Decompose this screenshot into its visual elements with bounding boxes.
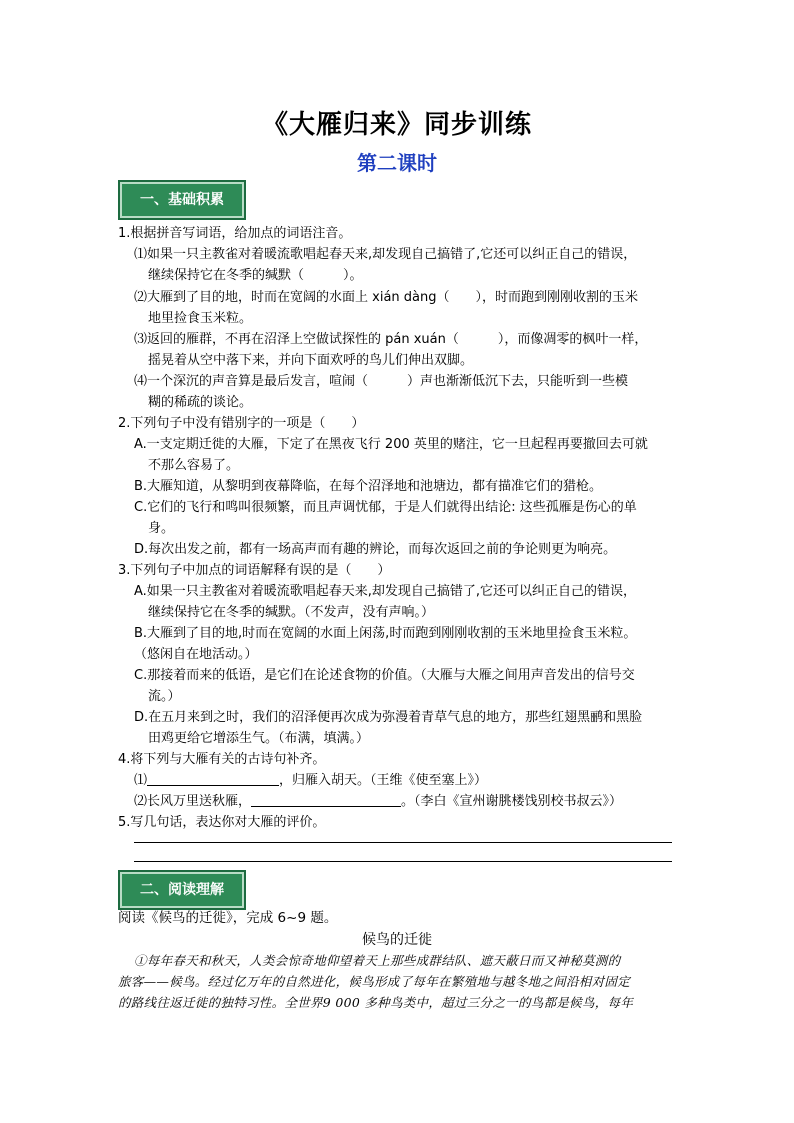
q4-line2-suffix: 。（李白《宣州谢朓楼饯别校书叔云》）	[401, 794, 623, 809]
q4-line1-suffix: ，归雁入胡天。（王维《使至塞上》）	[279, 773, 488, 788]
q3-option-c-line1: C.那接着而来的低语，是它们在论述食物的价值。（大雁与大雁之间用声音发出的信号交	[134, 668, 635, 683]
q3-option-b-line2: （悠闲自在地活动。）	[134, 647, 258, 662]
q4-line2-prefix: ⑵长风万里送秋雁，	[134, 794, 252, 809]
question-4-stem: 4.将下列与大雁有关的古诗句补齐。	[118, 752, 326, 767]
section-heading-basics: 一、基础积累	[118, 180, 246, 220]
q1-item-1-line2: 继续保持它在冬季的缄默（ ）。	[148, 268, 363, 283]
q1-item-2-line2: 地里捡食玉米粒。	[148, 311, 253, 326]
page-title: 《大雁归来》同步训练	[261, 110, 532, 140]
q4-line-2	[134, 791, 682, 812]
q1-item-4-line1: ⑷一个深沉的声音算是最后发言，喧闹（ ）声也渐渐低沉下去，只能听到一些模	[134, 374, 629, 389]
passage-line-2: 旅客——候鸟。经过亿万年的自然进化，候鸟形成了每年在繁殖地与越冬地之间沿相对固定	[118, 974, 631, 989]
question-5-stem: 5.写几句话，表达你对大雁的评价。	[118, 815, 326, 830]
reading-instruction: 阅读《候鸟的迁徙》，完成 6~9 题。	[118, 910, 338, 926]
q2-option-c-line2: 身。	[148, 521, 175, 536]
section-heading-reading: 二、阅读理解	[118, 870, 246, 910]
passage-line-3: 的路线往返迁徙的独特习性。全世界9 000 多种鸟类中，超过三分之一的鸟都是候鸟，每年	[118, 995, 634, 1010]
q3-option-a-line2: 继续保持它在冬季的缄默。（不发声，没有声响。）	[148, 605, 435, 620]
q4-answer-blank-1[interactable]	[147, 771, 279, 786]
q4-line1-prefix: ⑴	[134, 773, 148, 788]
passage-title: 候鸟的迁徙	[362, 932, 432, 948]
q5-answer-line-2[interactable]	[134, 861, 672, 862]
q2-option-a-line2: 不那么容易了。	[148, 458, 240, 473]
page-subtitle: 第二课时	[357, 151, 437, 175]
q2-option-d: D.每次出发之前，都有一场高声而有趣的辨论，而每次返回之前的争论则更为响亮。	[134, 542, 617, 557]
q5-answer-line-1[interactable]	[134, 842, 672, 843]
q3-option-a-line1: A.如果一只主教雀对着暖流歌唱起春天来,却发现自己搞错了,它还可以纠正自己的错误，	[134, 584, 637, 599]
question-3-stem: 3.下列句子中加点的词语解释有误的是（ ）	[118, 563, 391, 578]
q2-option-a-line1: A.一支定期迁徙的大雁，下定了在黑夜飞行 200 英里的赌注，它一旦起程再要撤回去可就	[134, 437, 648, 452]
q1-item-3-line2: 摇晃着从空中落下来，并向下面欢呼的鸟儿们伸出双脚。	[148, 353, 474, 368]
passage-line-1: ①每年春天和秋天，人类会惊奇地仰望着天上那些成群结队、遮天蔽日而又神秘莫测的	[134, 953, 621, 968]
q3-option-d-line1: D.在五月来到之时，我们的沼泽便再次成为弥漫着青草气息的地方，那些红翅黑鹂和黑脸	[134, 710, 643, 725]
q4-answer-blank-2[interactable]	[251, 792, 401, 807]
q3-option-d-line2: 田鸡更给它增添生气。（布满，填满。）	[148, 731, 370, 746]
q1-item-1-line1: ⑴如果一只主教雀对着暖流歌唱起春天来,却发现自己搞错了,它还可以纠正自己的错误，	[134, 247, 637, 262]
q1-item-3-line1: ⑶返回的雁群，不再在沼泽上空做试探性的 pán xuán（ ），而像凋零的枫叶一样，	[134, 332, 648, 347]
q3-option-c-line2: 流。）	[148, 689, 181, 704]
q2-option-c-line1: C.它们的飞行和鸣叫很频繁，而且声调忧郁，于是人们就得出结论: 这些孤雁是伤心的单	[134, 500, 637, 515]
q1-item-2-line1: ⑵大雁到了目的地，时而在宽阔的水面上 xián dàng（ ），时而跑到刚刚收割的玉米	[134, 290, 638, 305]
question-2-stem: 2.下列句子中没有错别字的一项是（ ）	[118, 416, 365, 431]
q2-option-b: B.大雁知道，从黎明到夜幕降临，在每个沼泽地和池塘边，都有描准它们的猎枪。	[134, 479, 603, 494]
question-1-stem: 1.根据拼音写词语，给加点的词语注音。	[118, 226, 352, 241]
q4-line-1	[134, 770, 682, 791]
q1-item-4-line2: 糊的稀疏的谈论。	[148, 395, 253, 410]
q3-option-b-line1: B.大雁到了目的地,时而在宽阔的水面上闲荡,时而跑到刚刚收割的玉米地里捡食玉米粒。	[134, 626, 637, 641]
